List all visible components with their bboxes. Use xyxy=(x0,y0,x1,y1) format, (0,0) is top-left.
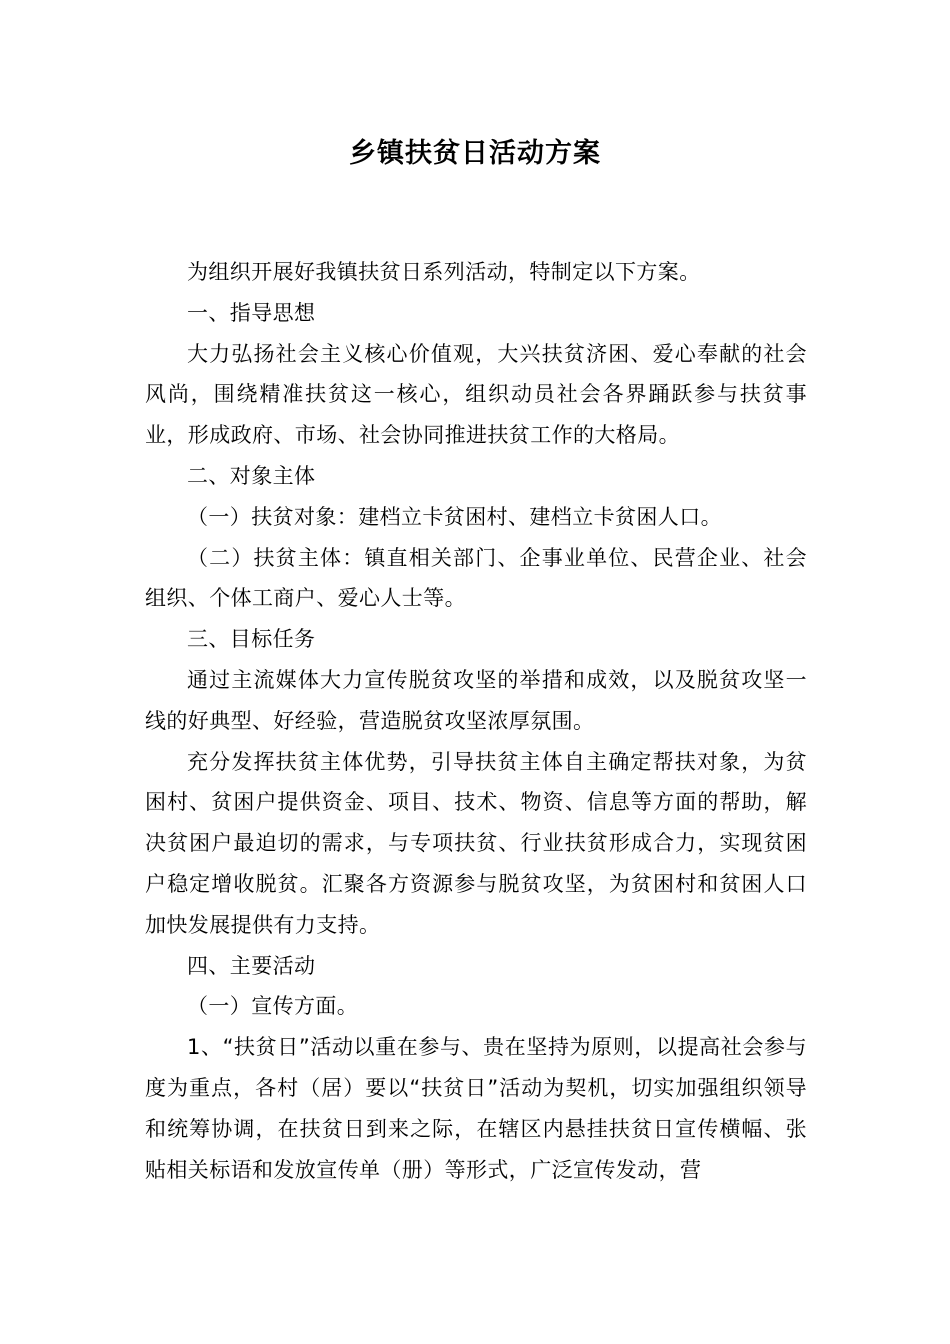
paragraph-publicity-item-1: 1、“扶贫日”活动以重在参与、贵在坚持为原则，以提高社会参与度为重点，各村（居）要以“扶贫日”活动为契机，切实加强组织领导和统筹协调，在扶贫日到来之际，在辖区内悬挂扶贫日宣传横幅、张贴相关标语和发放宣传单（册）等形式，广泛宣传发动，营 xyxy=(145,1035,807,1182)
document-title: 乡镇扶贫日活动方案 xyxy=(349,138,601,169)
intro-paragraph: 为组织开展好我镇扶贫日系列活动，特制定以下方案。 xyxy=(187,260,701,284)
paragraph-aid-targets: （一）扶贫对象：建档立卡贫困村、建档立卡贫困人口。 xyxy=(187,504,722,529)
section-heading-subjects: 二、对象主体 xyxy=(187,463,316,488)
paragraph-goals-media: 通过主流媒体大力宣传脱贫攻坚的举措和成效，以及脱贫攻坚一线的好典型、好经验，营造脱贫攻坚浓厚氛围。 xyxy=(145,667,807,733)
paragraph-goals-support: 充分发挥扶贫主体优势，引导扶贫主体自主确定帮扶对象，为贫困村、贫困户提供资金、项目、技术、物资、信息等方面的帮助，解决贫困户最迫切的需求，与专项扶贫、行业扶贫形成合力，实现贫困户稳定增收脱贫。汇聚各方资源参与脱贫攻坚，为贫困村和贫困人口加快发展提供有力支持。 xyxy=(145,749,807,937)
section-heading-goals: 三、目标任务 xyxy=(187,627,316,652)
section-heading-activities: 四、主要活动 xyxy=(187,953,316,978)
subsection-heading-publicity: （一）宣传方面。 xyxy=(187,994,359,1019)
paragraph-aid-providers: （二）扶贫主体：镇直相关部门、企事业单位、民营企业、社会组织、个体工商户、爱心人士等。 xyxy=(145,545,807,611)
paragraph-guiding-thought: 大力弘扬社会主义核心价值观，大兴扶贫济困、爱心奉献的社会风尚，围绕精准扶贫这一核心，组织动员社会各界踊跃参与扶贫事业，形成政府、市场、社会协同推进扶贫工作的大格局。 xyxy=(145,341,807,448)
section-heading-guiding-thought: 一、指导思想 xyxy=(187,300,316,325)
document-body xyxy=(145,252,807,1190)
